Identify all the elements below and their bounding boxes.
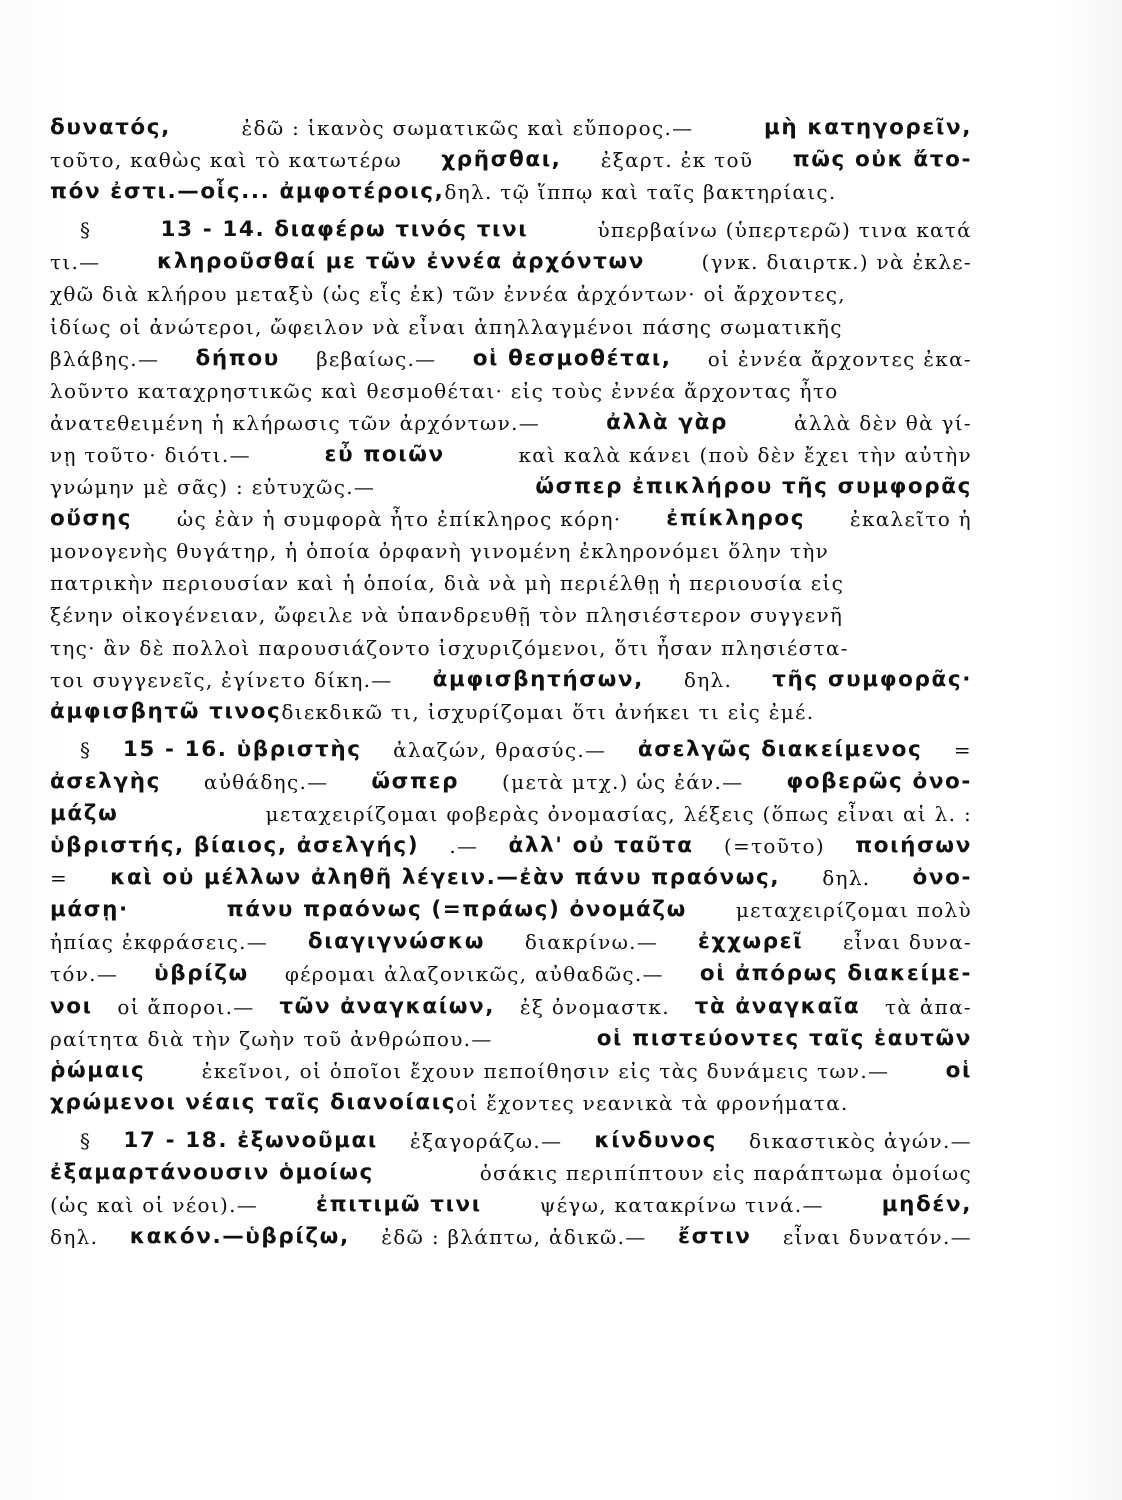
- gloss-text: διεκδικῶ τι, ἰσχυρίζομαι ὅτι ἀνήκει τι εἰς ἐμέ.: [281, 699, 815, 724]
- lemma-bold: ὑβριστής, βίαιος, ἀσελγής): [50, 833, 420, 859]
- lemma-bold: κακόν.—ὑβρίζω,: [129, 1224, 350, 1250]
- lemma-bold: ὥσπερ ἐπικλήρου τῆς συμφορᾶς: [535, 474, 972, 500]
- text-line: [50, 144, 972, 176]
- lemma-bold: κληροῦσθαί με τῶν ἐννέα ἀρχόντων: [157, 249, 646, 275]
- lemma-bold: φοβερῶς ὀνο-: [786, 768, 972, 794]
- gloss-text: §: [80, 1128, 92, 1153]
- text-line: [50, 375, 972, 407]
- gloss-text: ἠπίας ἐκφράσεις.—: [50, 930, 269, 955]
- gloss-text: ἐκαλεῖτο ἡ: [849, 507, 972, 532]
- gloss-text: =: [50, 866, 69, 891]
- gloss-text: ἀνατεθειμένη ἡ κλήρωσις τῶν ἀρχόντων.—: [50, 410, 541, 435]
- text-line: [50, 830, 972, 862]
- gloss-text: ὡς ἐὰν ἡ συμφορὰ ἦτο ἐπίκληρος κόρη·: [176, 507, 622, 532]
- lemma-bold: οἱ πιστεύοντες ταῖς ἑαυτῶν: [596, 1025, 972, 1051]
- gloss-text: τοι συγγενεῖς, ἐγίνετο δίκη.—: [50, 667, 393, 692]
- gloss-text: ἀλλὰ δὲν θὰ γί-: [794, 410, 972, 435]
- lemma-bold: τὰ ἀναγκαῖα: [694, 993, 861, 1019]
- gloss-text: ξένην οἰκογένειαν, ὤφειλε νὰ ὑπανδρευθῇ τὸν πλησιέστερον συγγενῆ: [50, 603, 844, 628]
- lemma-bold: ἔστιν: [678, 1224, 752, 1250]
- text-line: [50, 278, 972, 310]
- lemma-bold: μηδέν,: [881, 1192, 972, 1218]
- text-line: [50, 439, 972, 471]
- gloss-text: ἐκεῖνοι, οἱ ὁποῖοι ἔχουν πεποίθησιν εἰς τὰς δυνάμεις των.—: [201, 1058, 890, 1083]
- gloss-text: εἶναι δυνα-: [843, 930, 972, 955]
- text-line: [50, 664, 972, 696]
- gloss-text: δηλ.: [822, 866, 871, 891]
- gloss-text: μονογενὴς θυγάτηρ, ἡ ὁποία ὀρφανὴ γινομένη ἐκληρονόμει ὅλην τὴν: [50, 539, 830, 564]
- text-line: [50, 407, 972, 439]
- gloss-text: =: [953, 737, 972, 762]
- text-line: [50, 894, 972, 926]
- text-line: [50, 246, 972, 278]
- text-line: [50, 599, 972, 631]
- gloss-text: ὁσάκις περιπίπτουν εἰς παράπτωμα ὁμοίως: [479, 1161, 972, 1185]
- gloss-text: φέρομαι ἀλαζονικῶς, αὐθαδῶς.—: [284, 962, 664, 987]
- text-line: [50, 734, 972, 766]
- gloss-text: μεταχειρίζομαι πολὺ: [735, 898, 972, 923]
- gloss-text: βεβαίως.—: [316, 346, 437, 371]
- gloss-text: βλάβης.—: [50, 346, 160, 371]
- lemma-bold: ἀμφισβητήσων,: [432, 666, 644, 692]
- text-line: [50, 535, 972, 567]
- lemma-bold: 15 - 16. ὑβριστὴς: [122, 736, 362, 762]
- lemma-bold: μάζω: [50, 800, 119, 826]
- lemma-bold: διαγιγνώσκω: [307, 929, 486, 955]
- lemma-bold: μὴ κατηγορεῖν,: [763, 115, 972, 140]
- text-line: [50, 1023, 972, 1055]
- text-line: [50, 471, 972, 503]
- lemma-bold: χρώμενοι νέαις ταῖς διανοίαις: [50, 1089, 457, 1115]
- text-line: [50, 176, 972, 208]
- lemma-bold: εὖ ποιῶν: [324, 441, 445, 467]
- gloss-text: ἐξαγοράζω.—: [409, 1128, 563, 1153]
- gloss-text: τόν.—: [50, 962, 119, 987]
- gloss-text: ραίτητα διὰ τὴν ζωὴν τοῦ ἀνθρώπου.—: [50, 1026, 493, 1051]
- lemma-bold: ἐχχωρεῖ: [697, 929, 804, 955]
- gloss-text: χθῶ διὰ κλήρου μεταξὺ (ὡς εἷς ἐκ) τῶν ἐννέα ἀρχόντων· οἱ ἄρχοντες,: [50, 282, 846, 307]
- text-line: [50, 991, 972, 1023]
- gloss-text: λοῦντο καταχρηστικῶς καὶ θεσμοθέται· εἰς τοὺς ἐννέα ἄρχοντας ἦτο: [50, 378, 839, 403]
- gloss-text: οἱ ἐννέα ἄρχοντες ἐκα-: [707, 346, 972, 371]
- lemma-bold: δήπου: [195, 345, 280, 371]
- lemma-bold: δυνατός,: [50, 115, 171, 140]
- lemma-bold: ἀλλ' οὐ ταῦτα: [508, 833, 694, 859]
- gloss-text: διακρίνω.—: [524, 930, 659, 955]
- lemma-bold: ἀσελγῶς διακείμενος: [637, 736, 923, 762]
- text-line: [50, 926, 972, 958]
- text-line: [50, 311, 972, 343]
- gloss-text: τὰ ἀπα-: [885, 994, 972, 1019]
- lemma-bold: οἱ θεσμοθέται,: [472, 345, 672, 371]
- gloss-text: αὐθάδης.—: [203, 769, 329, 794]
- gloss-text: τι.—: [50, 250, 101, 275]
- text-line: [50, 696, 972, 728]
- lemma-bold: ἀλλὰ γὰρ: [606, 409, 728, 435]
- gloss-text: δηλ.: [683, 667, 733, 692]
- lemma-bold: ποιήσων: [855, 833, 972, 859]
- gloss-text: (γνκ. διαιρτκ.) νὰ ἐκλε-: [701, 250, 972, 275]
- text-line: [50, 567, 972, 599]
- gloss-text: ὑπερβαίνω (ὑπερτερῶ) τινα κατά: [597, 218, 972, 243]
- lemma-bold: οὔσης: [50, 506, 133, 532]
- lemma-bold: ἀμφισβητῶ τινος: [50, 698, 282, 724]
- gloss-text: γνώμην μὲ σᾶς) : εὐτυχῶς.—: [50, 475, 376, 500]
- text-line: [50, 1087, 972, 1119]
- lemma-bold: 13 - 14. διαφέρω τινός τινι: [160, 217, 529, 243]
- text-line: [50, 1221, 972, 1253]
- lemma-bold: ὀνο-: [912, 865, 972, 891]
- text-line: [50, 862, 972, 894]
- text-line: [50, 214, 972, 246]
- lemma-bold: ὥσπερ: [371, 768, 460, 794]
- lemma-bold: μάσῃ·: [50, 897, 129, 923]
- gloss-text: (ὡς καὶ οἱ νέοι).—: [50, 1193, 259, 1218]
- text-line: [50, 1125, 972, 1157]
- lemma-bold: καὶ οὐ μέλλων ἀληθῆ λέγειν.—ἐὰν πάνυ πραόνως,: [110, 865, 781, 891]
- gloss-text: ψέγω, κατακρίνω τινά.—: [539, 1193, 824, 1218]
- lemma-bold: κίνδυνος: [594, 1127, 717, 1153]
- text-line: [50, 343, 972, 375]
- lemma-bold: ἐξαμαρτάνουσιν ὁμοίως: [50, 1160, 374, 1185]
- gloss-text: οἱ ἄποροι.—: [117, 994, 255, 1019]
- commentary-text: [50, 112, 972, 1253]
- lemma-bold: πῶς οὐκ ἄτο-: [792, 147, 972, 173]
- gloss-text: τοῦτο, καθὼς καὶ τὸ κατωτέρω: [50, 148, 402, 173]
- lemma-bold: πάνυ πραόνως (=πράως) ὀνομάζω: [226, 897, 687, 923]
- gloss-text: νῃ τοῦτο· διότι.—: [50, 442, 251, 467]
- gloss-text: δικαστικὸς ἀγών.—: [749, 1128, 972, 1153]
- gloss-text: μεταχειρίζομαι φοβερὰς ὀνομασίας, λέξεις (ὅπως εἶναι αἱ λ. :: [265, 801, 972, 826]
- lemma-bold: πόν ἐστι.—οἷς... ἀμφοτέροις,: [50, 179, 445, 205]
- gloss-text: §: [80, 737, 92, 762]
- gloss-text: εἶναι δυνατόν.—: [782, 1225, 972, 1250]
- gloss-text: ἐδῶ : ἱκανὸς σωματικῶς καὶ εὔπορος.—: [241, 116, 694, 140]
- lemma-bold: οἱ: [945, 1057, 972, 1083]
- gloss-text: καὶ καλὰ κάνει (ποὺ δὲν ἔχει τὴν αὐτὴν: [518, 442, 972, 467]
- gloss-text: της· ἂν δὲ πολλοὶ παρουσιάζοντο ἰσχυριζόμενοι, ὅτι ἦσαν πλησιέστα-: [50, 635, 849, 660]
- text-line: [50, 632, 972, 664]
- lemma-bold: νοι: [50, 993, 93, 1019]
- gloss-text: πατρικὴν περιουσίαν καὶ ἡ ὁποία, διὰ νὰ μὴ περιέλθῃ ἡ περιουσία εἰς: [50, 571, 845, 596]
- lemma-bold: χρῆσθαι,: [441, 147, 562, 173]
- lemma-bold: ὑβρίζω: [154, 961, 249, 987]
- gloss-text: (=τοῦτο): [723, 834, 825, 859]
- lemma-bold: ἐπιτιμῶ τινι: [316, 1192, 482, 1218]
- text-line: [50, 503, 972, 535]
- gloss-text: .—: [449, 834, 479, 859]
- gloss-text: δηλ. τῷ ἵππῳ καὶ ταῖς βακτηρίαις.: [444, 180, 837, 205]
- gloss-text: ἐδῶ : βλάπτω, ἀδικῶ.—: [381, 1225, 647, 1250]
- gloss-text: ἰδίως οἱ ἀνώτεροι, ὤφειλον νὰ εἶναι ἀπηλλαγμένοι πάσης σωματικῆς: [50, 314, 843, 339]
- text-line: [50, 958, 972, 990]
- text-line: [50, 112, 972, 144]
- gloss-text: ἐξαρτ. ἐκ τοῦ: [600, 148, 754, 173]
- lemma-bold: ἐπίκληρος: [666, 506, 806, 532]
- gloss-text: (μετὰ μτχ.) ὡς ἐάν.—: [502, 769, 744, 794]
- gloss-text: οἱ ἔχοντες νεανικὰ τὰ φρονήματα.: [456, 1090, 849, 1115]
- gloss-text: §: [80, 218, 92, 243]
- lemma-bold: τῆς συμφορᾶς·: [772, 666, 972, 692]
- lemma-bold: ἀσελγὴς: [50, 768, 161, 794]
- lemma-bold: τῶν ἀναγκαίων,: [279, 993, 496, 1019]
- text-line: [50, 798, 972, 830]
- lemma-bold: ῥώμαις: [50, 1057, 146, 1083]
- text-line: [50, 1157, 972, 1189]
- text-line: [50, 1055, 972, 1087]
- gloss-text: δηλ.: [50, 1225, 99, 1250]
- text-line: [50, 766, 972, 798]
- gloss-text: ἐξ ὀνομαστκ.: [519, 994, 670, 1019]
- lemma-bold: οἱ ἀπόρως διακείμε-: [699, 961, 972, 987]
- gloss-text: ἀλαζών, θρασύς.—: [393, 737, 607, 762]
- lemma-bold: 17 - 18. ἐξωνοῦμαι: [123, 1127, 378, 1153]
- text-line: [50, 1189, 972, 1221]
